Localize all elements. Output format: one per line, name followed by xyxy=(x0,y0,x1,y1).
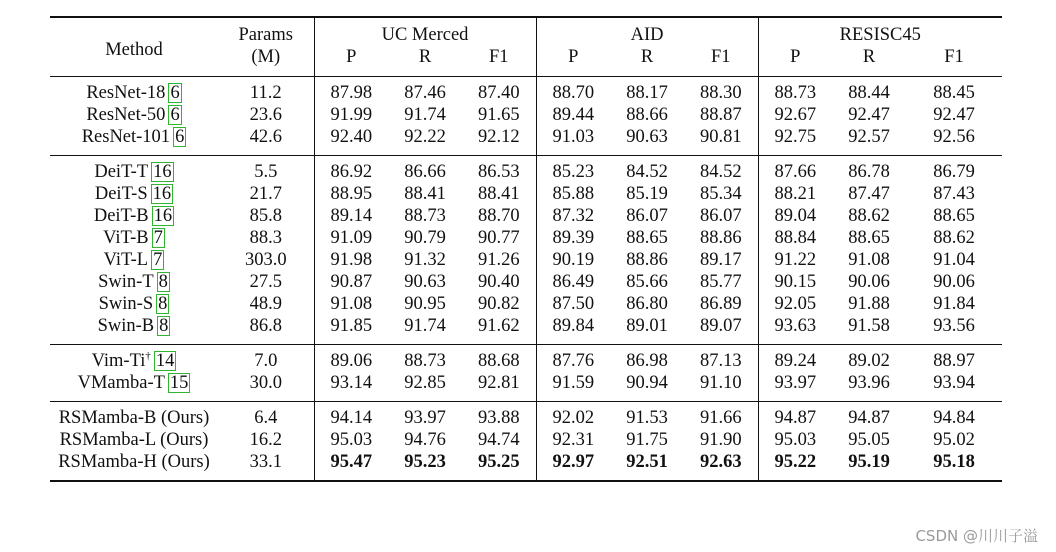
metric-cell: 91.58 xyxy=(848,316,890,336)
citation-link[interactable]: 8 xyxy=(158,294,168,314)
metric-cell: 91.32 xyxy=(404,250,446,270)
table-row xyxy=(50,126,1002,156)
citation-link[interactable]: 6 xyxy=(170,83,180,103)
metric-cell: 92.51 xyxy=(626,452,668,472)
method-cell xyxy=(50,345,218,373)
metric-cell: 91.26 xyxy=(477,250,520,270)
metric-cell: 88.62 xyxy=(848,206,890,226)
params-cell: 303.0 xyxy=(244,250,287,270)
method-name: RSMamba-H (Ours) xyxy=(58,452,210,472)
metric-cell: 89.07 xyxy=(699,316,742,336)
metric-cell: 88.17 xyxy=(626,83,668,103)
method-cell xyxy=(50,372,218,402)
metric-header: F1 xyxy=(488,47,509,67)
method-cell xyxy=(50,104,218,126)
metric-cell: 87.98 xyxy=(314,77,388,105)
metric-cell: 89.84 xyxy=(536,315,610,345)
table-row xyxy=(50,271,1002,293)
metric-cell: 92.40 xyxy=(314,126,388,156)
metric-cell: 90.87 xyxy=(314,271,388,293)
params-cell: 6.4 xyxy=(254,408,278,428)
method-name: ResNet-50 xyxy=(86,105,166,125)
metric-cell: 88.41 xyxy=(477,184,520,204)
metric-cell: 90.06 xyxy=(933,272,975,292)
method-name: Vim-Ti xyxy=(91,351,146,371)
metric-cell: 88.84 xyxy=(758,227,832,249)
metric-cell: 94.84 xyxy=(933,408,975,428)
metric-cell: 88.73 xyxy=(758,77,832,105)
metric-cell: 88.95 xyxy=(314,183,388,205)
table-row xyxy=(50,104,1002,126)
metric-cell: 86.89 xyxy=(699,294,742,314)
metric-cell: 95.03 xyxy=(314,429,388,451)
metric-cell: 93.88 xyxy=(477,408,520,428)
metric-cell: 86.80 xyxy=(626,294,668,314)
metric-cell: 90.95 xyxy=(404,294,446,314)
metric-cell: 86.07 xyxy=(699,206,742,226)
metric-cell: 92.22 xyxy=(404,127,446,147)
metric-header: R xyxy=(640,47,654,67)
params-cell: 27.5 xyxy=(249,272,282,292)
metric-cell: 94.87 xyxy=(758,402,832,430)
metric-cell: 86.92 xyxy=(314,156,388,184)
metric-header: P xyxy=(758,46,832,77)
citation-link[interactable]: 16 xyxy=(153,206,173,226)
table-row xyxy=(50,429,1002,451)
metric-cell: 93.94 xyxy=(933,373,975,393)
metric-cell: 86.53 xyxy=(477,162,520,182)
table-row xyxy=(50,293,1002,315)
dataset-header-resisc45: RESISC45 xyxy=(758,17,1002,46)
metric-cell: 85.23 xyxy=(536,156,610,184)
metric-cell: 88.44 xyxy=(848,83,890,103)
table-row xyxy=(50,249,1002,271)
metric-cell: 87.40 xyxy=(477,83,520,103)
metric-cell: 87.76 xyxy=(536,345,610,373)
metric-cell: 91.99 xyxy=(314,104,388,126)
metric-cell: 91.65 xyxy=(477,105,520,125)
table-row xyxy=(50,183,1002,205)
metric-cell: 92.56 xyxy=(933,127,975,147)
metric-cell: 92.63 xyxy=(699,452,742,472)
metric-cell: 89.39 xyxy=(536,227,610,249)
method-cell xyxy=(50,227,218,249)
metric-cell: 94.14 xyxy=(314,402,388,430)
metric-cell: 95.03 xyxy=(758,429,832,451)
metric-cell: 85.88 xyxy=(536,183,610,205)
params-cell: 88.3 xyxy=(249,228,282,248)
metric-cell: 91.75 xyxy=(626,430,668,450)
metric-cell: 94.87 xyxy=(848,408,890,428)
metric-cell: 92.97 xyxy=(536,451,610,481)
metric-cell: 92.81 xyxy=(477,373,520,393)
metric-cell: 86.49 xyxy=(536,271,610,293)
metric-cell: 91.03 xyxy=(536,126,610,156)
metric-cell: 89.04 xyxy=(758,205,832,227)
metric-cell: 92.75 xyxy=(758,126,832,156)
method-name: RSMamba-B (Ours) xyxy=(58,408,210,428)
table-row xyxy=(50,451,1002,481)
table-row xyxy=(50,227,1002,249)
metric-cell: 93.97 xyxy=(404,408,446,428)
header-row-1 xyxy=(50,17,1002,46)
metric-cell: 91.10 xyxy=(699,373,742,393)
metric-header: F1 xyxy=(944,47,964,67)
metric-cell: 87.50 xyxy=(536,293,610,315)
table-row xyxy=(50,315,1002,345)
metric-cell: 88.73 xyxy=(404,206,446,226)
metric-cell: 88.45 xyxy=(933,83,975,103)
metric-cell: 89.24 xyxy=(758,345,832,373)
params-unit-header: (M) xyxy=(251,47,281,67)
metric-cell: 88.70 xyxy=(477,206,520,226)
metric-cell: 91.98 xyxy=(314,249,388,271)
metric-cell: 88.21 xyxy=(758,183,832,205)
method-cell xyxy=(50,183,218,205)
metric-cell: 91.08 xyxy=(314,293,388,315)
results-table xyxy=(50,16,1002,482)
params-cell: 33.1 xyxy=(249,452,282,472)
params-cell: 23.6 xyxy=(249,105,282,125)
metric-cell: 88.87 xyxy=(699,105,742,125)
metric-cell: 90.40 xyxy=(477,272,520,292)
metric-cell: 88.41 xyxy=(404,184,446,204)
metric-cell: 89.06 xyxy=(314,345,388,373)
metric-cell: 95.05 xyxy=(848,430,890,450)
metric-cell: 84.52 xyxy=(699,162,742,182)
metric-cell: 90.82 xyxy=(477,294,520,314)
metric-cell: 91.08 xyxy=(848,250,890,270)
metric-cell: 85.77 xyxy=(699,272,742,292)
metric-cell: 95.18 xyxy=(933,452,975,472)
metric-cell: 88.86 xyxy=(699,228,742,248)
metric-cell: 93.63 xyxy=(758,315,832,345)
method-name: VMamba-T xyxy=(77,373,165,393)
metric-cell: 88.62 xyxy=(933,228,975,248)
metric-cell: 93.56 xyxy=(933,316,975,336)
metric-cell: 91.53 xyxy=(626,408,668,428)
metric-cell: 90.79 xyxy=(404,228,446,248)
metric-cell: 91.74 xyxy=(404,316,446,336)
metric-header: F1 xyxy=(711,47,731,67)
metric-cell: 91.22 xyxy=(758,249,832,271)
method-cell xyxy=(50,126,218,156)
metric-header: P xyxy=(536,46,610,77)
citation-link[interactable]: 16 xyxy=(153,162,172,182)
watermark: CSDN @川川子溢 xyxy=(915,527,1038,545)
metric-cell: 92.67 xyxy=(758,104,832,126)
method-cell xyxy=(50,402,218,430)
metric-cell: 87.46 xyxy=(404,83,446,103)
method-cell xyxy=(50,293,218,315)
method-name: Swin-B xyxy=(97,316,155,336)
method-name: RSMamba-L (Ours) xyxy=(59,430,209,450)
metric-cell: 91.88 xyxy=(848,294,890,314)
metric-cell: 92.47 xyxy=(933,105,975,125)
params-cell: 16.2 xyxy=(249,430,282,450)
metric-cell: 92.02 xyxy=(536,402,610,430)
metric-cell: 90.63 xyxy=(404,272,446,292)
metric-cell: 90.19 xyxy=(536,249,610,271)
metric-cell: 87.66 xyxy=(758,156,832,184)
metric-cell: 91.04 xyxy=(933,250,975,270)
metric-cell: 95.47 xyxy=(314,451,388,481)
citation-link[interactable]: 7 xyxy=(153,228,163,248)
metric-cell: 88.73 xyxy=(404,351,446,371)
method-name: ResNet-101 xyxy=(81,127,171,147)
metric-cell: 84.52 xyxy=(626,162,668,182)
metric-cell: 88.65 xyxy=(848,228,890,248)
metric-cell: 86.78 xyxy=(848,162,890,182)
metric-cell: 89.14 xyxy=(314,205,388,227)
metric-cell: 90.94 xyxy=(626,373,668,393)
metric-cell: 86.79 xyxy=(933,162,975,182)
metric-cell: 86.98 xyxy=(626,351,668,371)
method-cell xyxy=(50,451,218,481)
citation-link[interactable]: 16 xyxy=(152,184,172,204)
dagger-mark: † xyxy=(145,349,151,362)
metric-cell: 91.09 xyxy=(314,227,388,249)
params-cell: 5.5 xyxy=(254,162,278,182)
table-row xyxy=(50,156,1002,184)
metric-cell: 86.66 xyxy=(404,162,446,182)
method-cell xyxy=(50,156,218,184)
metric-header: R xyxy=(862,47,876,67)
metric-cell: 90.81 xyxy=(699,127,742,147)
params-cell: 85.8 xyxy=(249,206,282,226)
table-row xyxy=(50,372,1002,402)
metric-cell: 91.59 xyxy=(536,372,610,402)
method-name: DeiT-T xyxy=(94,162,149,182)
metric-cell: 89.17 xyxy=(699,250,742,270)
params-cell: 42.6 xyxy=(249,127,282,147)
metric-cell: 88.30 xyxy=(699,83,742,103)
params-cell: 86.8 xyxy=(249,316,282,336)
dataset-header-aid: AID xyxy=(536,17,758,46)
dataset-header-ucmerced: UC Merced xyxy=(314,17,536,46)
metric-cell: 87.47 xyxy=(848,184,890,204)
metric-cell: 93.96 xyxy=(848,373,890,393)
table-row xyxy=(50,345,1002,373)
metric-cell: 93.97 xyxy=(758,372,832,402)
metric-cell: 93.14 xyxy=(314,372,388,402)
method-cell xyxy=(50,249,218,271)
params-cell: 7.0 xyxy=(254,351,278,371)
metric-cell: 95.25 xyxy=(477,452,520,472)
metric-cell: 90.15 xyxy=(758,271,832,293)
results-table-container xyxy=(50,16,1002,482)
method-cell xyxy=(50,315,218,345)
metric-cell: 88.65 xyxy=(933,206,975,226)
citation-link[interactable]: 8 xyxy=(158,272,168,292)
metric-cell: 92.31 xyxy=(536,429,610,451)
metric-cell: 92.57 xyxy=(848,127,890,147)
metric-cell: 88.66 xyxy=(626,105,668,125)
metric-cell: 85.19 xyxy=(626,184,668,204)
metric-cell: 91.62 xyxy=(477,316,520,336)
results-body xyxy=(50,77,1002,482)
method-header: Method xyxy=(105,40,163,60)
params-cell: 30.0 xyxy=(249,373,282,393)
metric-cell: 88.68 xyxy=(477,351,520,371)
metric-cell: 91.74 xyxy=(404,105,446,125)
metric-cell: 90.77 xyxy=(477,228,520,248)
metric-cell: 91.84 xyxy=(933,294,975,314)
metric-cell: 91.66 xyxy=(699,408,742,428)
method-cell xyxy=(50,77,218,105)
metric-cell: 88.70 xyxy=(536,77,610,105)
metric-header: R xyxy=(418,47,432,67)
metric-cell: 95.19 xyxy=(848,452,890,472)
metric-cell: 88.65 xyxy=(626,228,668,248)
params-cell: 21.7 xyxy=(249,184,282,204)
table-row xyxy=(50,205,1002,227)
metric-cell: 95.02 xyxy=(933,430,975,450)
method-name: ViT-L xyxy=(103,250,149,270)
metric-cell: 87.32 xyxy=(536,205,610,227)
metric-cell: 92.12 xyxy=(477,127,520,147)
metric-cell: 86.07 xyxy=(626,206,668,226)
citation-link[interactable]: 15 xyxy=(169,373,189,393)
metric-cell: 94.76 xyxy=(404,430,446,450)
metric-cell: 85.34 xyxy=(699,184,742,204)
method-name: Swin-T xyxy=(98,272,154,292)
method-name: Swin-S xyxy=(98,294,154,314)
table-row xyxy=(50,77,1002,105)
table-row xyxy=(50,402,1002,430)
method-name: DeiT-S xyxy=(94,184,148,204)
method-cell xyxy=(50,271,218,293)
method-name: ResNet-18 xyxy=(86,83,166,103)
citation-link[interactable]: 6 xyxy=(170,105,180,125)
citation-link[interactable]: 14 xyxy=(155,351,175,371)
metric-cell: 89.44 xyxy=(536,104,610,126)
method-cell xyxy=(50,429,218,451)
metric-cell: 91.85 xyxy=(314,315,388,345)
method-name: DeiT-B xyxy=(93,206,149,226)
params-cell: 11.2 xyxy=(249,83,282,103)
metric-cell: 89.02 xyxy=(848,351,890,371)
metric-cell: 87.13 xyxy=(699,351,742,371)
params-cell: 48.9 xyxy=(249,294,282,314)
metric-cell: 92.05 xyxy=(758,293,832,315)
metric-cell: 85.66 xyxy=(626,272,668,292)
metric-cell: 92.85 xyxy=(404,373,446,393)
metric-cell: 88.97 xyxy=(933,351,975,371)
metric-header: P xyxy=(314,46,388,77)
method-cell xyxy=(50,205,218,227)
metric-cell: 89.01 xyxy=(626,316,668,336)
metric-cell: 95.22 xyxy=(758,451,832,481)
metric-cell: 90.63 xyxy=(626,127,668,147)
method-name: ViT-B xyxy=(103,228,149,248)
metric-cell: 87.43 xyxy=(933,184,975,204)
metric-cell: 95.23 xyxy=(404,452,446,472)
metric-cell: 90.06 xyxy=(848,272,890,292)
citation-link[interactable]: 6 xyxy=(175,127,185,147)
metric-cell: 92.47 xyxy=(848,105,890,125)
metric-cell: 88.86 xyxy=(626,250,668,270)
citation-link[interactable]: 8 xyxy=(159,316,169,336)
metric-cell: 91.90 xyxy=(699,430,742,450)
params-header: Params xyxy=(238,25,293,45)
metric-cell: 94.74 xyxy=(477,430,520,450)
citation-link[interactable]: 7 xyxy=(153,250,163,270)
